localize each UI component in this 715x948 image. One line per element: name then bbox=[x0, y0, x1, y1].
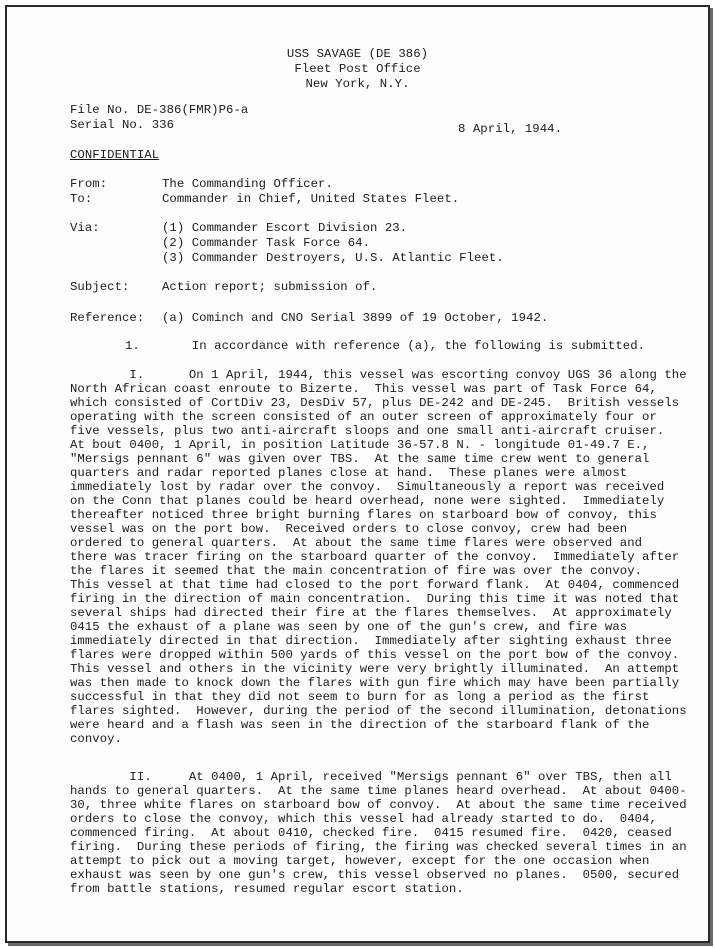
body-line: immediately directed in that direction. Immediately after sighting exhaust three bbox=[70, 634, 672, 648]
body-line: This vessel and others in the vicinity were very brightly illuminated. An attempt bbox=[70, 662, 680, 676]
body-line: II. At 0400, 1 April, received "Mersigs pennant 6" over TBS, then all bbox=[70, 770, 672, 784]
paragraph-1: 1. In accordance with reference (a), the following is submitted. bbox=[125, 339, 646, 353]
body-line: attempt to pick out a moving target, however, except for the one occasion when bbox=[70, 854, 650, 868]
via-item: (2) Commander Task Force 64. bbox=[162, 236, 371, 250]
body-line: convoy. bbox=[70, 732, 123, 746]
body-line: ordered to general quarters. At about the same time flares were observed and bbox=[70, 536, 643, 550]
body-line: "Mersigs pennant 6" was given over TBS. At the same time crew went to general bbox=[70, 452, 650, 466]
via-item: (1) Commander Escort Division 23. bbox=[162, 221, 408, 235]
body-line: exhaust was seen by one gun's crew, this vessel observed no planes. 0500, secured bbox=[70, 868, 680, 882]
reference-label: Reference: bbox=[70, 311, 145, 325]
body-line: operating with the screen consisted of an outer screen of approximately four or bbox=[70, 410, 657, 424]
body-line: which consisted of CortDiv 23, DesDiv 57, plus DE-242 and DE-245. British vessels bbox=[70, 396, 680, 410]
reference-value: (a) Cominch and CNO Serial 3899 of 19 October, 1942. bbox=[162, 311, 549, 325]
body-line: This vessel at that time had closed to the port forward flank. At 0404, commenced bbox=[70, 578, 680, 592]
body-line: firing. During these periods of firing, the firing was checked several times in an bbox=[70, 840, 687, 854]
letterhead-ship: USS SAVAGE (DE 386) bbox=[286, 47, 429, 61]
body-line: 30, three white flares on starboard bow of convoy. At about the same time received bbox=[70, 798, 687, 812]
body-line: flares were dropped within 500 yards of this vessel on the port bow of the convoy. bbox=[70, 648, 680, 662]
body-line: firing in the direction of main concentration. During this time it was noted that bbox=[70, 592, 680, 606]
body-line: North African coast enroute to Bizerte. This vessel was part of Task Force 64, bbox=[70, 382, 657, 396]
file-number: File No. DE-386(FMR)P6-a bbox=[70, 103, 249, 117]
body-line: hands to general quarters. At the same time planes heard overhead. At about 0400- bbox=[70, 784, 687, 798]
letterhead-city: New York, N.Y. bbox=[305, 77, 410, 91]
body-line: five vessels, plus two anti-aircraft sloops and one small anti-aircraft cruiser. bbox=[70, 424, 665, 438]
body-line: flares sighted. However, during the period of the second illumination, detonations bbox=[70, 704, 687, 718]
body-line: the flares it seemed that the main concentration of fire was over the convoy. bbox=[70, 564, 643, 578]
body-line: 0415 the exhaust of a plane was seen by one of the gun's crew, and fire was bbox=[70, 620, 628, 634]
body-line: I. On 1 April, 1944, this vessel was escorting convoy UGS 36 along the bbox=[70, 368, 687, 382]
to-value: Commander in Chief, United States Fleet. bbox=[162, 192, 460, 206]
via-label: Via: bbox=[70, 221, 100, 235]
from-label: From: bbox=[70, 177, 108, 191]
to-label: To: bbox=[70, 192, 93, 206]
document-page bbox=[7, 7, 708, 941]
body-line: thereafter noticed three bright burning flares on starboard bow of convoy, this bbox=[70, 508, 657, 522]
body-line: At bout 0400, 1 April, in position Latitude 36-57.8 N. - longitude 01-49.7 E., bbox=[70, 438, 650, 452]
document-frame bbox=[5, 5, 710, 943]
classification-heading: CONFIDENTIAL bbox=[70, 148, 160, 162]
body-line: vessel was on the port bow. Received orders to close convoy, crew had been bbox=[70, 522, 628, 536]
subject-label: Subject: bbox=[70, 280, 130, 294]
via-item: (3) Commander Destroyers, U.S. Atlantic Fleet. bbox=[162, 251, 504, 265]
body-line: from battle stations, resumed regular escort station. bbox=[70, 882, 464, 896]
subject-value: Action report; submission of. bbox=[162, 280, 378, 294]
body-line: quarters and radar reported planes close at hand. These planes were almost bbox=[70, 466, 628, 480]
body-line: several ships had directed their fire at the flares themselves. At approximately bbox=[70, 606, 672, 620]
body-line: there was tracer firing on the starboard quarter of the convoy. Immediately after bbox=[70, 550, 680, 564]
letter-date: 8 April, 1944. bbox=[458, 122, 563, 136]
body-line: immediately lost by radar over the convoy. Simultaneously a report was received bbox=[70, 480, 665, 494]
body-line: successful in that they did not seem to burn for as long a period as the first bbox=[70, 690, 650, 704]
letterhead-post-office: Fleet Post Office bbox=[294, 62, 421, 76]
body-line: commenced firing. At about 0410, checked fire. 0415 resumed fire. 0420, ceased bbox=[70, 826, 672, 840]
body-line: were heard and a flash was seen in the direction of the starboard flank of the bbox=[70, 718, 650, 732]
serial-number: Serial No. 336 bbox=[70, 118, 175, 132]
body-line: on the Conn that planes could be heard overhead, none were sighted. Immediately bbox=[70, 494, 665, 508]
body-line: orders to close the convoy, which this vessel had already started to do. 0404, bbox=[70, 812, 657, 826]
body-line: was then made to knock down the flares with gun fire which may have been partially bbox=[70, 676, 680, 690]
from-value: The Commanding Officer. bbox=[162, 177, 333, 191]
